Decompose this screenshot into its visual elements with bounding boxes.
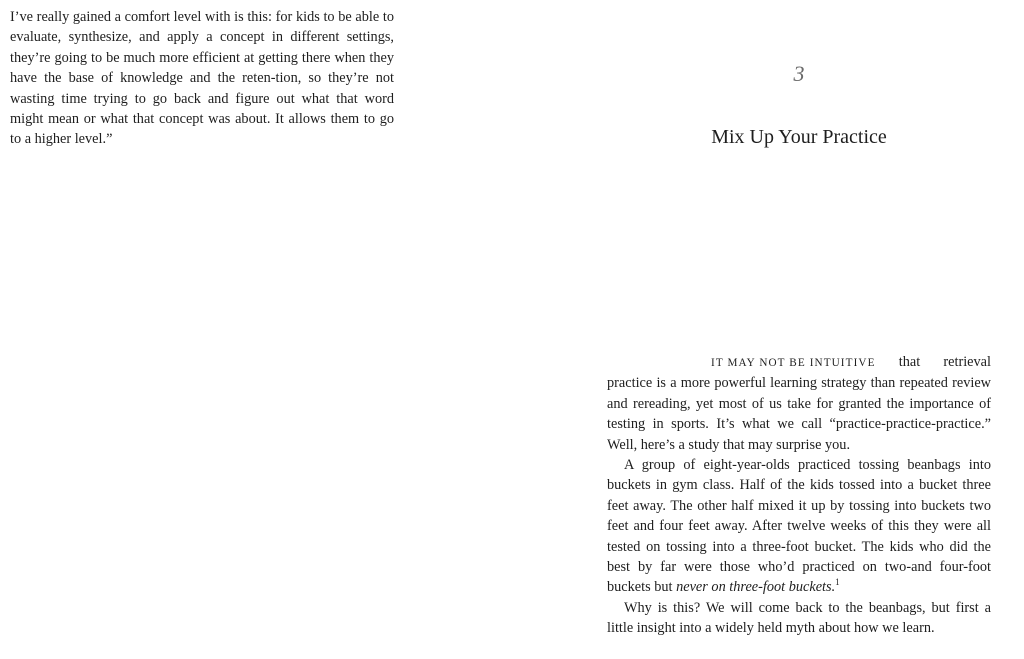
body-paragraph-2-italic: never on three-foot buckets. xyxy=(676,579,836,596)
footnote-reference[interactable]: 1 xyxy=(835,577,840,588)
body-paragraph-2 xyxy=(607,455,991,598)
lead-in-small-caps: IT MAY NOT BE INTUITIVE xyxy=(711,357,876,369)
left-page-paragraph: I’ve really gained a comfort level with is this: for kids to be able to evaluate, synthesize, and apply a concept in different settings, they’re going to be much more efficient at getting there when they have the base of knowledge and the reten-tion, so they’re not wasting time trying to go back and figure out what that word might mean or what that concept was about. It allows them to go to a higher level.” xyxy=(10,9,394,148)
body-paragraph-1 xyxy=(607,352,991,455)
body-paragraph-2-text: A group of eight-year-olds practiced tossing beanbags into buckets in gym class. Half of the kids tossed into a bucket three feet away. The other half mixed it up by tossing into buckets two feet and four feet away. After twelve weeks of this they were all tested on tossing into a three-foot bucket. The kids who did the best by far were those who’d practiced on two-and four-foot buckets but xyxy=(607,457,991,596)
chapter-body xyxy=(607,352,991,639)
body-paragraph-1-text: that retrieval practice is a more powerful learning strategy than repeated review and rereading, yet most of us take for granted the importance of testing in sports. It’s what we call “practice-practice-practice.” Well, here’s a study that may surprise you. xyxy=(607,354,991,453)
body-paragraph-3: Why is this? We will come back to the beanbags, but first a little insight into a widely held myth about how we learn. xyxy=(607,599,991,637)
chapter-number: 3 xyxy=(793,61,805,86)
chapter-title: Mix Up Your Practice xyxy=(711,126,887,148)
